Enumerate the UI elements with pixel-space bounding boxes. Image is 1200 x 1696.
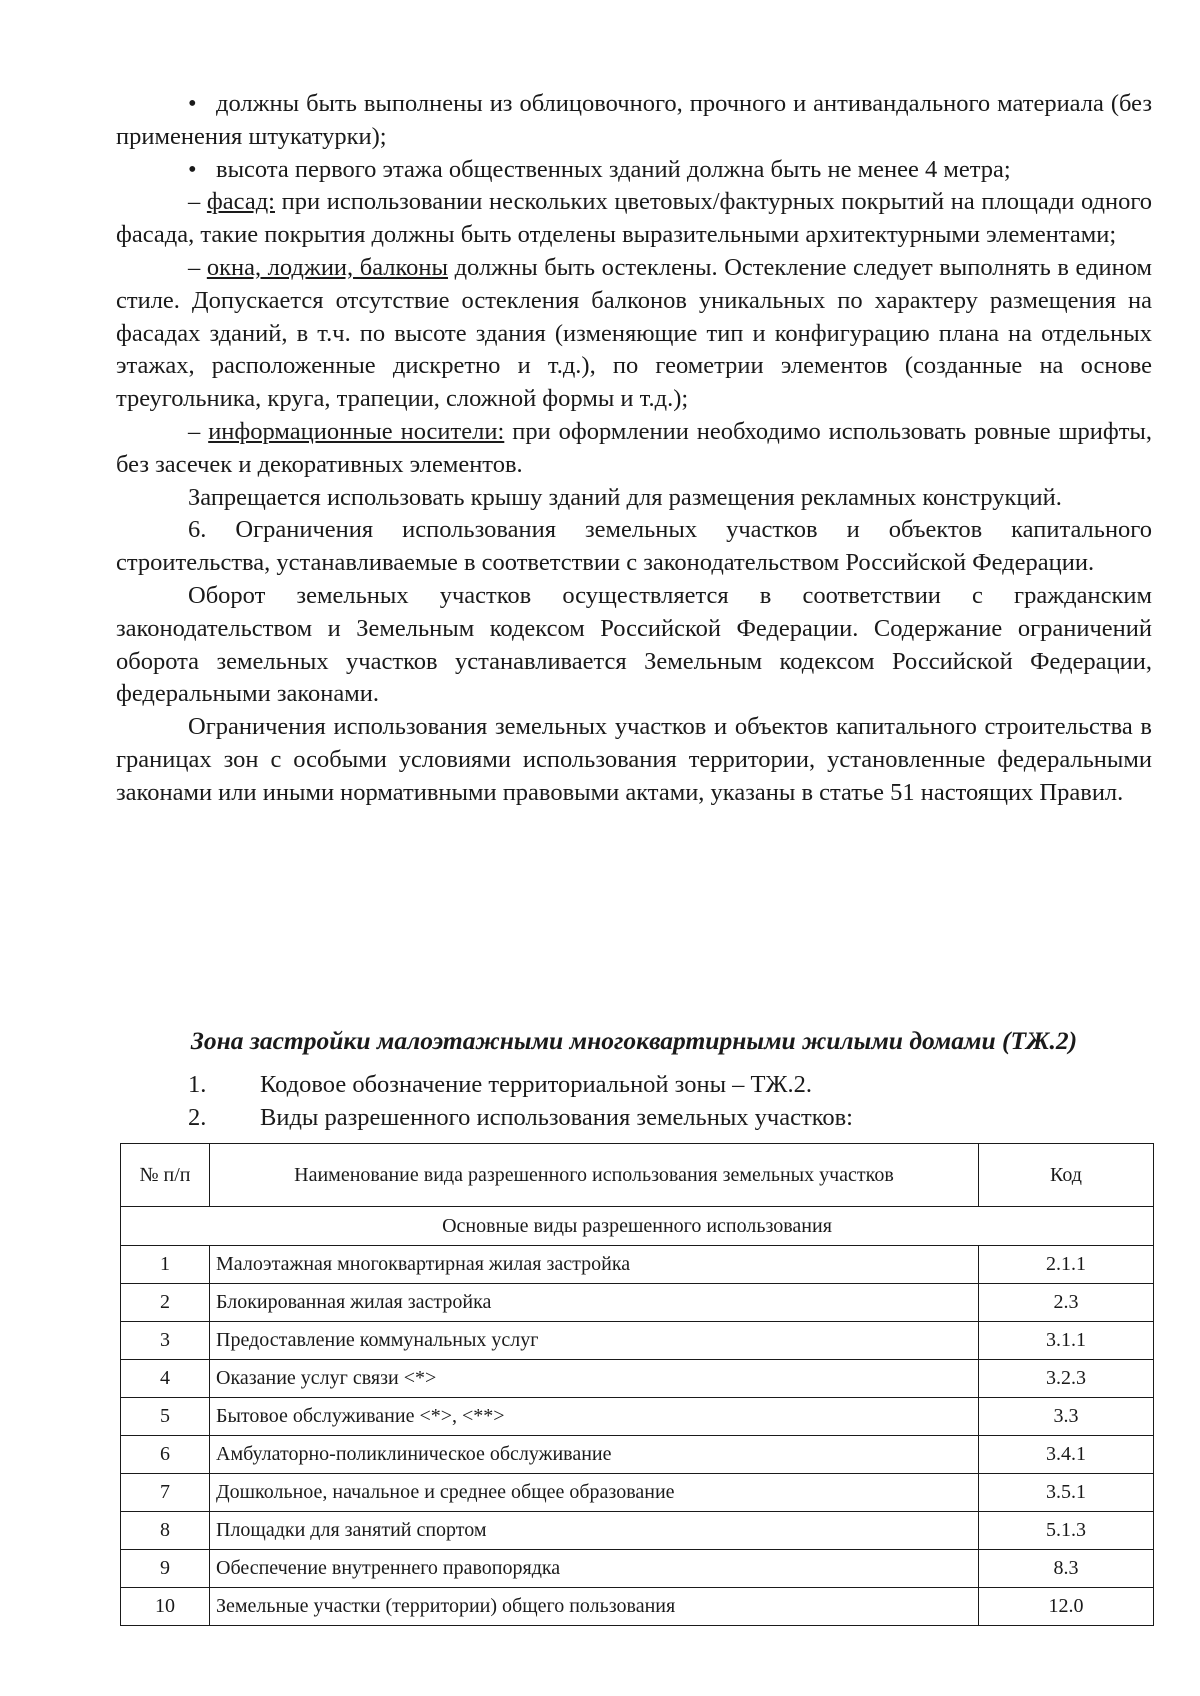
- row-name: Площадки для занятий спортом: [210, 1512, 979, 1550]
- land-use-table: [120, 1143, 1154, 1626]
- numbered-list: [188, 1069, 853, 1135]
- bullet-paragraph-1: • должны быть выполнены из облицовочного, прочного и антивандального материала (без применения штукатурки);: [116, 90, 1152, 150]
- restrictions-paragraph: 6. Ограничения использования земельных участков и объектов капитального строительства, устанавливаемые в соответствии с законодательством Российской Федерации.: [116, 516, 1152, 577]
- row-name: Оказание услуг связи <*>: [210, 1360, 979, 1398]
- table-row: [121, 1550, 1154, 1588]
- facade-paragraph: – фасад: при использовании нескольких цветовых/фактурных покрытий на площади одного фасада, такие покрытия должны быть отделены выразительными архитектурными элементами;: [116, 188, 1153, 249]
- table-row: [121, 1322, 1154, 1360]
- table-row: [121, 1246, 1154, 1284]
- row-name: Блокированная жилая застройка: [210, 1284, 979, 1322]
- row-code: 3.3: [979, 1398, 1154, 1436]
- roof-paragraph: Запрещается использовать крышу зданий для размещения рекламных конструкций.: [188, 483, 1062, 511]
- table-row: [121, 1284, 1154, 1322]
- row-number: 6: [121, 1436, 210, 1474]
- row-number: 9: [121, 1550, 210, 1588]
- table-section-row: [121, 1207, 1154, 1246]
- bullet-icon: •: [188, 90, 197, 117]
- row-name: Обеспечение внутреннего правопорядка: [210, 1550, 979, 1588]
- list-item: 2. Виды разрешенного использования земельных участков:: [188, 1103, 853, 1131]
- row-number: 10: [121, 1588, 210, 1626]
- table-row: [121, 1398, 1154, 1436]
- row-number: 1: [121, 1246, 210, 1284]
- row-code: 5.1.3: [979, 1512, 1154, 1550]
- header-number: № п/п: [121, 1144, 210, 1207]
- row-code: 8.3: [979, 1550, 1154, 1588]
- row-code: 3.1.1: [979, 1322, 1154, 1360]
- facade-term: фасад:: [206, 188, 275, 216]
- turnover-paragraph: Оборот земельных участков осуществляется в соответствии с гражданским законодательством и Земельным кодексом Российской Федерации. Содержание ограничений оборота земельных участков устанавливается Земельным кодексом Российской Федерации, федеральными законами.: [116, 581, 1152, 708]
- zone-title: Зона застройки малоэтажными многоквартирными жилыми домами (ТЖ.2): [190, 1026, 1078, 1055]
- list-item: 1. Кодовое обозначение территориальной зоны – ТЖ.2.: [188, 1071, 812, 1098]
- bullet-paragraph-2: • высота первого этажа общественных зданий должна быть не менее 4 метра;: [116, 154, 1152, 187]
- row-number: 5: [121, 1398, 210, 1436]
- windows-term: окна, лоджии, балконы: [206, 253, 448, 281]
- row-name: Амбулаторно-поликлиническое обслуживание: [210, 1436, 979, 1474]
- row-name: Малоэтажная многоквартирная жилая застройка: [210, 1246, 979, 1284]
- row-number: 4: [121, 1360, 210, 1398]
- section-label: Основные виды разрешенного использования: [121, 1207, 1154, 1246]
- table-header-row: [121, 1144, 1154, 1207]
- row-code: 12.0: [979, 1588, 1154, 1626]
- bullet-icon: •: [188, 155, 197, 183]
- row-code: 3.2.3: [979, 1360, 1154, 1398]
- table-row: [121, 1588, 1154, 1626]
- row-code: 2.3: [979, 1284, 1154, 1322]
- row-name: Земельные участки (территории) общего пользования: [210, 1588, 979, 1626]
- row-code: 3.4.1: [979, 1436, 1154, 1474]
- row-name: Бытовое обслуживание <*>, <**>: [210, 1398, 979, 1436]
- info-carriers-paragraph: – информационные носители: при оформлении необходимо использовать ровные шрифты, без засечек и декоративных элементов.: [116, 417, 1153, 478]
- table-row: [121, 1474, 1154, 1512]
- table-row: [121, 1360, 1154, 1398]
- body-text: [116, 88, 1152, 810]
- row-name: Предоставление коммунальных услуг: [210, 1322, 979, 1360]
- windows-paragraph: – окна, лоджии, балконы должны быть остеклены. Остекление следует выполнять в едином стиле. Допускается отсутствие остекления балконов уникальных по характеру размещения на фасадах зданий, в т.ч. по высоте здания (изменяющие тип и конфигурацию плана на отдельных этажах, расположенные дискретно и т.д.), по геометрии элементов (созданные на основе треугольника, круга, трапеции, сложной формы и т.д.);: [116, 253, 1152, 413]
- info-carriers-term: информационные носители:: [208, 417, 505, 445]
- row-number: 2: [121, 1284, 210, 1322]
- row-number: 8: [121, 1512, 210, 1550]
- row-number: 3: [121, 1322, 210, 1360]
- zones-paragraph: Ограничения использования земельных участков и объектов капитального строительства в границах зон с особыми условиями использования территории, установленные федеральными законами или иными нормативными правовыми актами, указаны в статье 51 настоящих Правил.: [116, 713, 1152, 806]
- row-code: 3.5.1: [979, 1474, 1154, 1512]
- header-name: Наименование вида разрешенного использования земельных участков: [210, 1144, 979, 1207]
- row-code: 2.1.1: [979, 1246, 1154, 1284]
- table-row: [121, 1512, 1154, 1550]
- row-number: 7: [121, 1474, 210, 1512]
- row-name: Дошкольное, начальное и среднее общее образование: [210, 1474, 979, 1512]
- header-code: Код: [979, 1144, 1154, 1207]
- table-row: [121, 1436, 1154, 1474]
